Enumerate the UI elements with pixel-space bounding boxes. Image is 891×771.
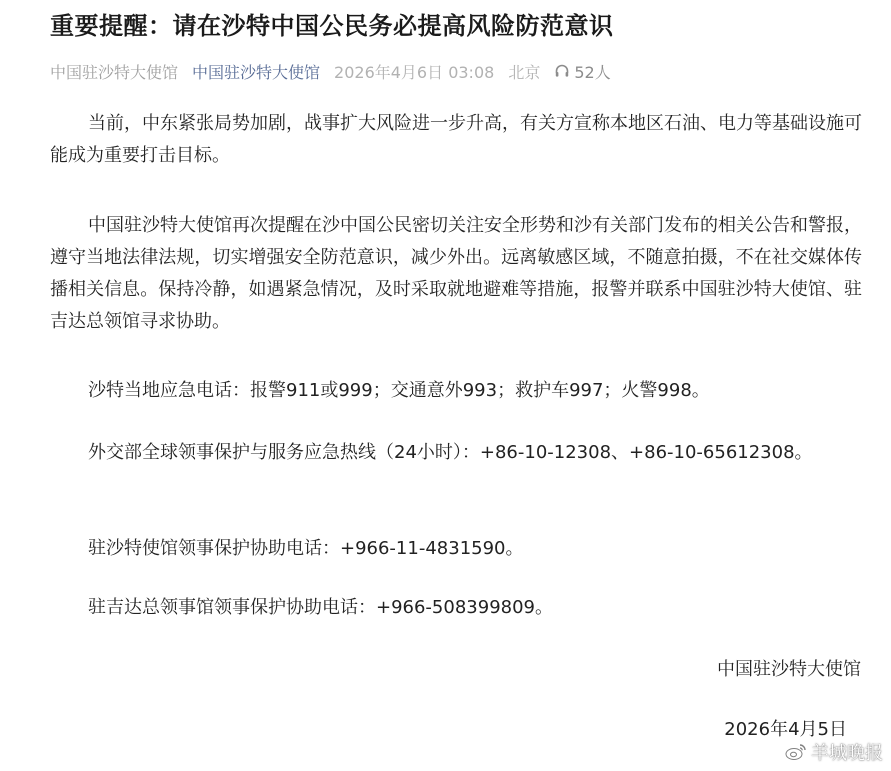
signature: 中国驻沙特大使馆 [717,659,861,680]
paragraph-consulate-phone: 驻吉达总领事馆领事保护协助电话：+966-508399809。 [88,597,554,618]
listen-button[interactable] [554,60,624,83]
weibo-icon [785,743,807,761]
source-watermark [785,739,883,765]
publish-location: 北京 [508,62,541,82]
article-meta [50,58,639,84]
publish-date: 2026年4月6日 03:08 [334,62,495,82]
paragraph-reminder: 中国驻沙特大使馆再次提醒在沙中国公民密切关注安全形势和沙有关部门发布的相关公告和警报，遵守当地法律法规，切实增强安全防范意识，减少外出。远离敏感区域，不随意拍摄，不在社交媒体传播相关信息。保持冷静，如遇紧急情况，及时采取就地避难等措施，报警并联系中国驻沙特大使馆、驻吉达总领馆寻求协助。 [50,215,862,332]
paragraph-hotline: 外交部全球领事保护与服务应急热线（24小时）：+86-10-12308、+86-10-65612308。 [88,442,813,463]
paragraph-local-emergency: 沙特当地应急电话：报警911或999；交通意外993；救护车997；火警998。 [88,380,710,401]
article-title: 重要提醒：请在沙特中国公民务必提高风险防范意识 [50,12,614,40]
sign-date: 2026年4月5日 [724,719,847,740]
watermark-text: 羊城晚报 [811,743,883,764]
meta-source: 中国驻沙特大使馆 [50,62,179,82]
listener-count: 52人 [574,62,611,82]
account-name-link[interactable]: 中国驻沙特大使馆 [192,62,321,82]
paragraph-situation: 当前，中东紧张局势加剧，战事扩大风险进一步升高，有关方宣称本地区石油、电力等基础设施可能成为重要打击目标。 [50,113,862,166]
headphones-icon [554,63,570,79]
paragraph-embassy-phone: 驻沙特使馆领事保护协助电话：+966-11-4831590。 [88,538,524,559]
